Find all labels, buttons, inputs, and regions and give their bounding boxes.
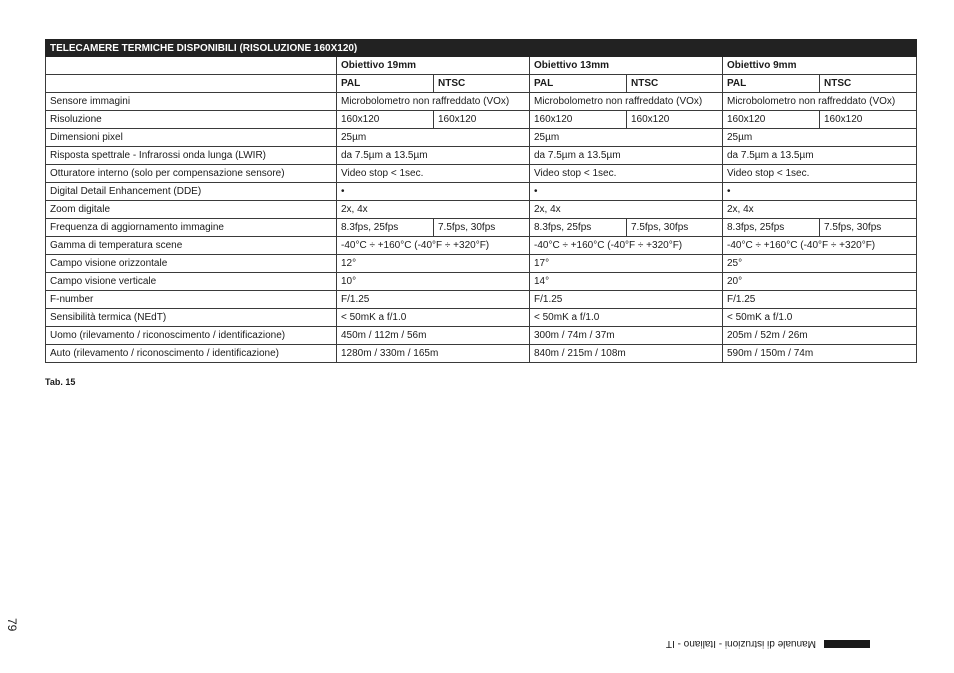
value-cell: 8.3fps, 25fps: [337, 219, 434, 237]
row-label: Risoluzione: [46, 111, 337, 129]
lens-header-row: [46, 57, 917, 75]
table-row: [46, 183, 917, 201]
row-label: Zoom digitale: [46, 201, 337, 219]
lens-header-19mm: Obiettivo 19mm: [337, 57, 530, 75]
value-cell: Microbolometro non raffreddato (VOx): [337, 93, 530, 111]
table-row: [46, 219, 917, 237]
ntsc-header: NTSC: [627, 75, 723, 93]
value-cell: F/1.25: [530, 291, 723, 309]
row-label: Auto (rilevamento / riconoscimento / identificazione): [46, 345, 337, 363]
table-row: [46, 273, 917, 291]
value-cell: 8.3fps, 25fps: [723, 219, 820, 237]
value-cell: < 50mK a f/1.0: [337, 309, 530, 327]
pal-header: PAL: [337, 75, 434, 93]
footer-bar: [824, 640, 870, 648]
value-cell: 160x120: [820, 111, 917, 129]
value-cell: •: [530, 183, 723, 201]
value-cell: -40°C ÷ +160°C (-40°F ÷ +320°F): [723, 237, 917, 255]
row-label: Sensibilità termica (NEdT): [46, 309, 337, 327]
value-cell: •: [337, 183, 530, 201]
row-label: Campo visione verticale: [46, 273, 337, 291]
value-cell: 300m / 74m / 37m: [530, 327, 723, 345]
value-cell: 2x, 4x: [723, 201, 917, 219]
table-caption: Tab. 15: [45, 377, 76, 387]
row-label: Dimensioni pixel: [46, 129, 337, 147]
value-cell: 12°: [337, 255, 530, 273]
table-title: TELECAMERE TERMICHE DISPONIBILI (RISOLUZIONE 160X120): [46, 40, 917, 57]
row-label: Digital Detail Enhancement (DDE): [46, 183, 337, 201]
ntsc-header: NTSC: [820, 75, 917, 93]
value-cell: 10°: [337, 273, 530, 291]
value-cell: Microbolometro non raffreddato (VOx): [723, 93, 917, 111]
table-row: [46, 327, 917, 345]
pal-header: PAL: [530, 75, 627, 93]
value-cell: 160x120: [434, 111, 530, 129]
table-title-row: [46, 40, 917, 57]
value-cell: 7.5fps, 30fps: [434, 219, 530, 237]
row-label: Campo visione orizzontale: [46, 255, 337, 273]
value-cell: da 7.5µm a 13.5µm: [337, 147, 530, 165]
value-cell: 160x120: [723, 111, 820, 129]
value-cell: 160x120: [337, 111, 434, 129]
value-cell: 14°: [530, 273, 723, 291]
row-label: Sensore immagini: [46, 93, 337, 111]
value-cell: Video stop < 1sec.: [530, 165, 723, 183]
table-row: [46, 147, 917, 165]
value-cell: 160x120: [530, 111, 627, 129]
value-cell: 25µm: [530, 129, 723, 147]
value-cell: 2x, 4x: [337, 201, 530, 219]
value-cell: 7.5fps, 30fps: [627, 219, 723, 237]
table-row: [46, 201, 917, 219]
standard-header-row: [46, 75, 917, 93]
row-label: Otturatore interno (solo per compensazione sensore): [46, 165, 337, 183]
value-cell: 25µm: [723, 129, 917, 147]
table-row: [46, 345, 917, 363]
value-cell: < 50mK a f/1.0: [530, 309, 723, 327]
value-cell: 7.5fps, 30fps: [820, 219, 917, 237]
table-row: [46, 93, 917, 111]
value-cell: -40°C ÷ +160°C (-40°F ÷ +320°F): [337, 237, 530, 255]
lens-header-13mm: Obiettivo 13mm: [530, 57, 723, 75]
value-cell: 450m / 112m / 56m: [337, 327, 530, 345]
value-cell: 590m / 150m / 74m: [723, 345, 917, 363]
value-cell: 2x, 4x: [530, 201, 723, 219]
row-label: Gamma di temperatura scene: [46, 237, 337, 255]
value-cell: 160x120: [627, 111, 723, 129]
value-cell: 205m / 52m / 26m: [723, 327, 917, 345]
table-row: [46, 165, 917, 183]
value-cell: Microbolometro non raffreddato (VOx): [530, 93, 723, 111]
header-empty-cell: [46, 75, 337, 93]
value-cell: 25µm: [337, 129, 530, 147]
value-cell: da 7.5µm a 13.5µm: [530, 147, 723, 165]
value-cell: da 7.5µm a 13.5µm: [723, 147, 917, 165]
value-cell: F/1.25: [337, 291, 530, 309]
row-label: Frequenza di aggiornamento immagine: [46, 219, 337, 237]
header-empty-cell: [46, 57, 337, 75]
value-cell: 25°: [723, 255, 917, 273]
value-cell: 17°: [530, 255, 723, 273]
row-label: Risposta spettrale - Infrarossi onda lunga (LWIR): [46, 147, 337, 165]
value-cell: 1280m / 330m / 165m: [337, 345, 530, 363]
page-number: 79: [5, 618, 19, 632]
value-cell: •: [723, 183, 917, 201]
table-row: [46, 255, 917, 273]
row-label: Uomo (rilevamento / riconoscimento / identificazione): [46, 327, 337, 345]
table-row: [46, 291, 917, 309]
value-cell: < 50mK a f/1.0: [723, 309, 917, 327]
value-cell: -40°C ÷ +160°C (-40°F ÷ +320°F): [530, 237, 723, 255]
table-row: [46, 237, 917, 255]
value-cell: 20°: [723, 273, 917, 291]
ntsc-header: NTSC: [434, 75, 530, 93]
spec-table: [45, 39, 917, 363]
row-label: F-number: [46, 291, 337, 309]
value-cell: F/1.25: [723, 291, 917, 309]
value-cell: 8.3fps, 25fps: [530, 219, 627, 237]
value-cell: Video stop < 1sec.: [723, 165, 917, 183]
pal-header: PAL: [723, 75, 820, 93]
footer-manual-title: Manuale di istruzioni - Italiano - IT: [665, 638, 816, 649]
lens-header-9mm: Obiettivo 9mm: [723, 57, 917, 75]
value-cell: Video stop < 1sec.: [337, 165, 530, 183]
table-row: [46, 111, 917, 129]
table-row: [46, 309, 917, 327]
table-row: [46, 129, 917, 147]
value-cell: 840m / 215m / 108m: [530, 345, 723, 363]
